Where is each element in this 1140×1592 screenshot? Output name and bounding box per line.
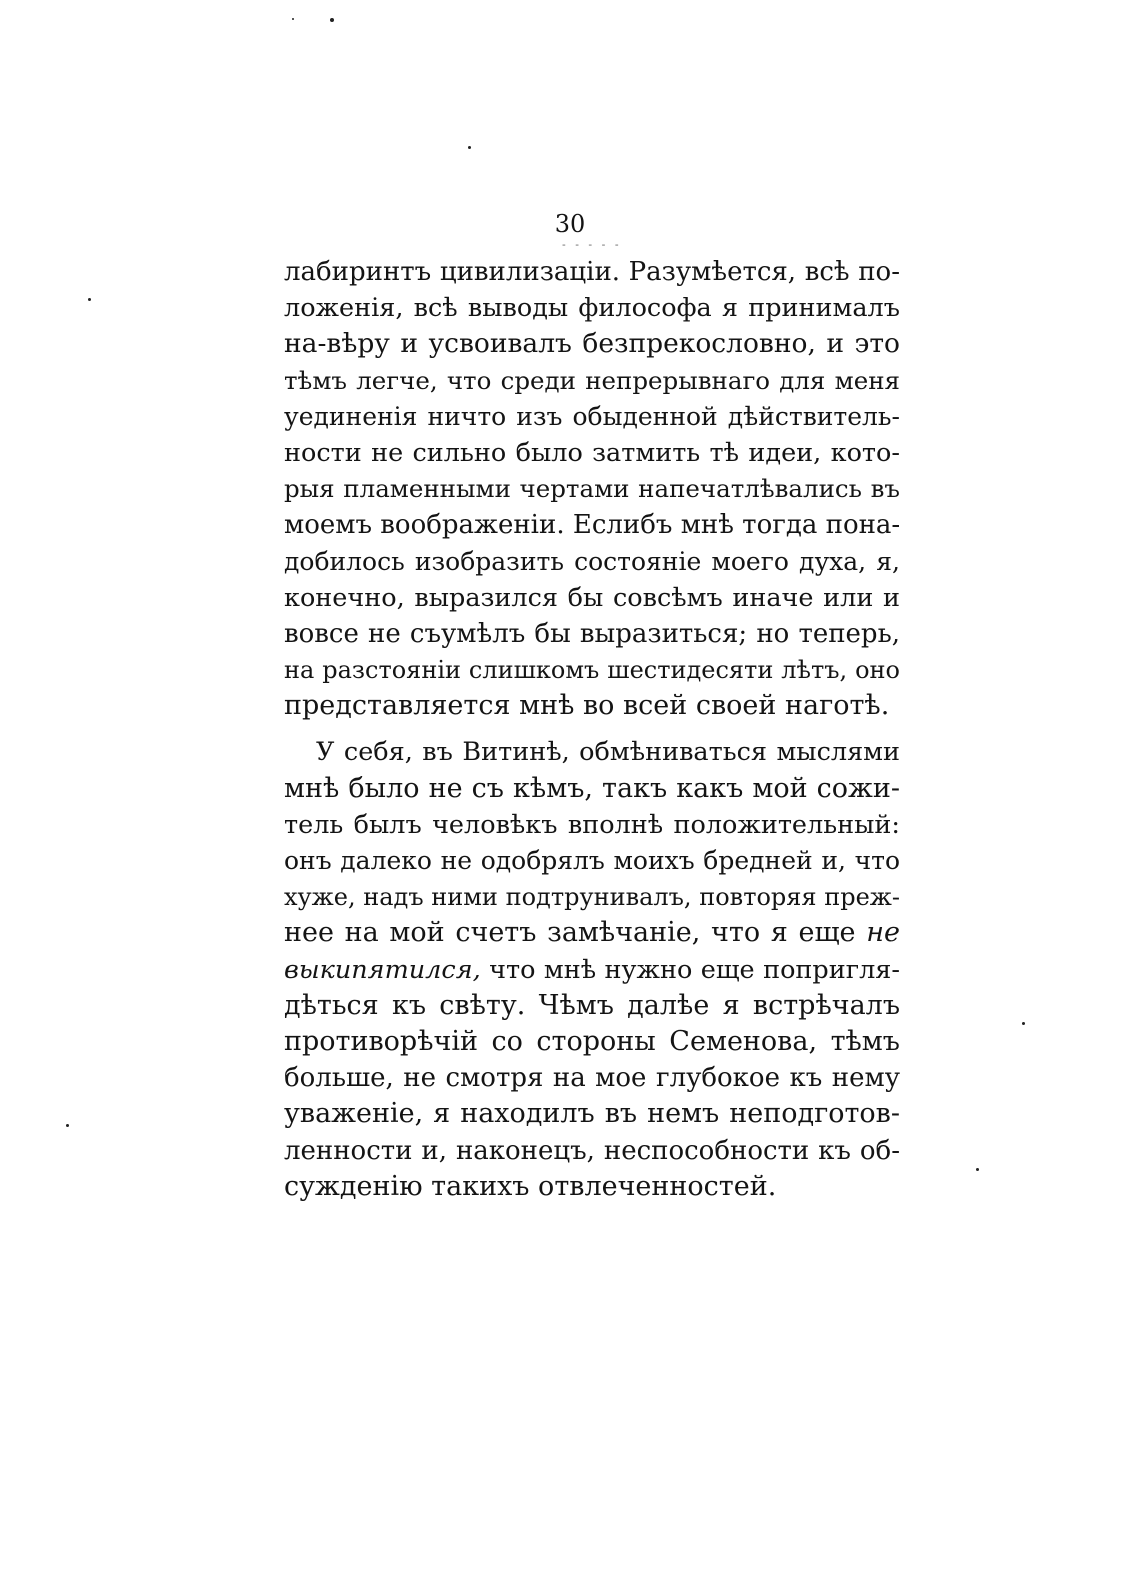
text-line: добилось изобразить состояніе моего духа, я, [284,546,900,576]
text-line: ложенія, всѣ выводы философа я принималъ [284,293,900,324]
text-line: представляется мнѣ во всей своей наготѣ. [284,690,890,722]
text-line: рыя пламенными чертами напечатлѣвались въ [284,474,900,504]
text-segment: нее на мой счетъ замѣчаніе, что я еще [284,917,856,949]
text-line: У себя, въ Витинѣ, обмѣниваться мыслями [316,737,900,768]
text-line: мнѣ было не съ кѣмъ, такъ какъ мой сожи- [284,772,900,804]
paragraph-gap [284,724,900,734]
page-number: 30 [554,210,586,238]
text-line: вовсе не съумѣлъ бы выразиться; но теперь, [284,618,900,649]
text-line: противорѣчій со стороны Семенова, тѣмъ [284,1025,900,1057]
text-line: на-вѣру и усвоивалъ безпрекословно, и это [284,328,900,360]
text-line: ности не сильно было затмить тѣ идеи, кото- [284,437,900,468]
text-line: ленности и, наконецъ, неспособности къ об- [284,1135,900,1166]
text-line: на разстояніи слишкомъ шестидесяти лѣтъ, оно [284,656,900,685]
scan-speck [66,1124,69,1127]
text-line: моемъ воображеніи. Еслибъ мнѣ тогда пона- [284,510,901,541]
scan-speck [88,298,91,301]
text-line: онъ далеко не одобрялъ моихъ бредней и, что [284,846,900,875]
paragraph-2 [284,734,900,1204]
scan-speck [1022,1022,1025,1025]
page-number-underline: - - - - - [562,238,622,251]
text-segment: что мнѣ нужно еще попригля- [489,954,900,985]
italic-phrase: выкипятился, [284,954,481,985]
text-line: лабиринтъ цивилизаціи. Разумѣется, всѣ по- [284,257,900,287]
text-line: хуже, надъ ними подтрунивалъ, повторяя преж- [284,883,900,912]
paragraph-1 [284,254,900,724]
text-line: уединенія ничто изъ обыденной дѣйствитель- [284,401,900,431]
italic-phrase: не [866,917,900,949]
text-line [284,952,900,988]
text-line: тѣмъ легче, что среди непрерывнаго для меня [284,365,900,395]
scan-speck [292,18,294,20]
text-line: дѣться къ свѣту. Чѣмъ далѣе я встрѣчалъ [284,989,900,1021]
text-line [284,915,900,951]
text-line: больше, не смотря на мое глубокое къ нему [284,1063,900,1094]
scan-speck [468,146,471,149]
scan-speck [976,1168,979,1171]
text-line: уваженіе, я находилъ въ немъ неподготов- [284,1098,900,1130]
scan-speck [330,18,334,22]
text-line: конечно, выразился бы совсѣмъ иначе или и [284,582,900,613]
text-line: тель былъ человѣкъ вполнѣ положительный: [284,809,900,840]
body-text [284,254,900,1205]
text-line: сужденію такихъ отвлеченностей. [284,1170,777,1202]
